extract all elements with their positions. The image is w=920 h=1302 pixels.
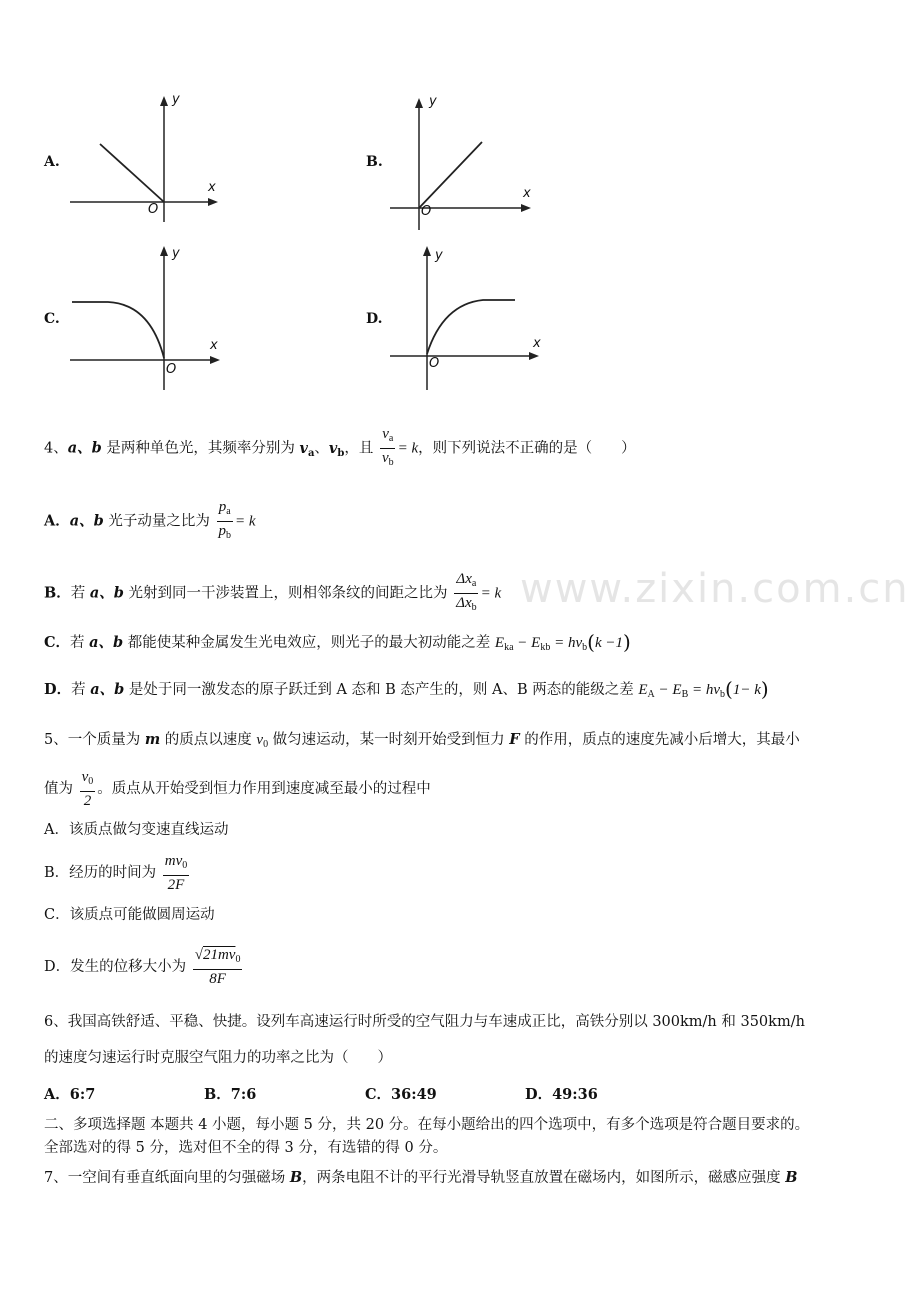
q6-option-a: A．6:7 (44, 1086, 96, 1103)
graph-d-y-label: y (435, 248, 443, 263)
graph-b-origin: O (421, 204, 432, 219)
q5-option-c: C．该质点可能做圆周运动 (44, 907, 215, 923)
graph-a-x-label: x (208, 180, 216, 195)
q6-option-b: B．7:6 (204, 1086, 257, 1103)
graph-d-label: D. (366, 311, 383, 327)
graph-c (60, 240, 230, 390)
graph-a-label: A. (44, 154, 60, 170)
q6-stem-line2: 的速度匀速运行时克服空气阻力的功率之比为（ ） (44, 1050, 392, 1066)
graph-a-y-label: y (172, 92, 180, 107)
q6-stem-line1: 6、我国高铁舒适、平稳、快捷。设列车高速运行时所受的空气阻力与车速成正比，高铁分别以 300km/h 和 350km/h (44, 1014, 805, 1030)
q4-option-c: C．若 a、b 都能使某种金属发生光电效应，则光子的最大初动能之差 $E_{ka} - E_{kb} = hv_b(k -1)$ (44, 630, 631, 654)
watermark: www.zixin.com.cn (520, 566, 910, 612)
q5-option-b: B．经历的时间为 $\frac{mv_0}{2F}$ (44, 853, 188, 893)
q5-option-d: D．发生的位移大小为 $\frac{√21mv_0}{8F}$ (44, 947, 241, 987)
q4-stem: 4、a、b 是两种单色光，其频率分别为 $v_a$、$v_b$，且 $\frac{v_a}{v_b}$ = k，则下列说法不正确的是（ ） (44, 425, 636, 472)
q6-option-c: C．36:49 (365, 1086, 437, 1103)
q4-option-b: B．若 a、b 光射到同一干涉装置上，则相邻条纹的间距之比为 $\frac{\Delta x_a}{\Delta x_b}$ = k (44, 571, 502, 613)
section2-line2: 全部选对的得 5 分，选对但不全的得 3 分，有选错的得 0 分。 (44, 1140, 448, 1156)
graph-c-origin: O (166, 362, 177, 377)
graph-b-x-label: x (523, 186, 531, 201)
graph-b-label: B. (366, 154, 383, 170)
q5-stem-line1: 5、一个质量为 m 的质点以速度 $v_0$ 做匀速运动，某一时刻开始受到恒力 F 的作用，质点的速度先减小后增大，其最小 (44, 731, 800, 750)
graph-a (60, 92, 230, 222)
q4-ratio-fraction: $\frac{v_a}{v_b}$ (381, 426, 394, 468)
graph-c-x-label: x (210, 338, 218, 353)
q4-option-a: A．a、b 光子动量之比为 $\frac{p_a}{p_b}$ = k (44, 499, 256, 541)
graph-d-x-label: x (533, 336, 541, 351)
q5-stem-line2: 值为 $\frac{v_0}{2}$ 。质点从开始受到恒力作用到速度减至最小的过程中 (44, 769, 431, 809)
graph-d-origin: O (429, 356, 440, 371)
graph-b-y-label: y (429, 94, 437, 109)
graph-c-label: C. (44, 311, 60, 327)
q4-option-d: D．若 a、b 是处于同一激发态的原子跃迁到 A 态和 B 态产生的，则 A、B 两态的能级之差 $E_A - E_B = hv_b(1- k)$ (44, 677, 769, 701)
q5-option-a: A．该质点做匀变速直线运动 (44, 822, 229, 838)
q7-stem-line1: 7、一空间有垂直纸面向里的匀强磁场 B，两条电阻不计的平行光滑导轨竖直放置在磁场内，如图所示，磁感应强度 B (44, 1169, 798, 1186)
q6-option-d: D．49:36 (525, 1086, 598, 1103)
section2-line1: 二、多项选择题 本题共 4 小题，每小题 5 分，共 20 分。在每小题给出的四个选项中，有多个选项是符合题目要求的。 (44, 1117, 810, 1133)
graph-c-y-label: y (172, 246, 180, 261)
graph-a-origin: O (148, 202, 159, 217)
graph-d (385, 242, 555, 392)
graph-b (385, 92, 555, 232)
